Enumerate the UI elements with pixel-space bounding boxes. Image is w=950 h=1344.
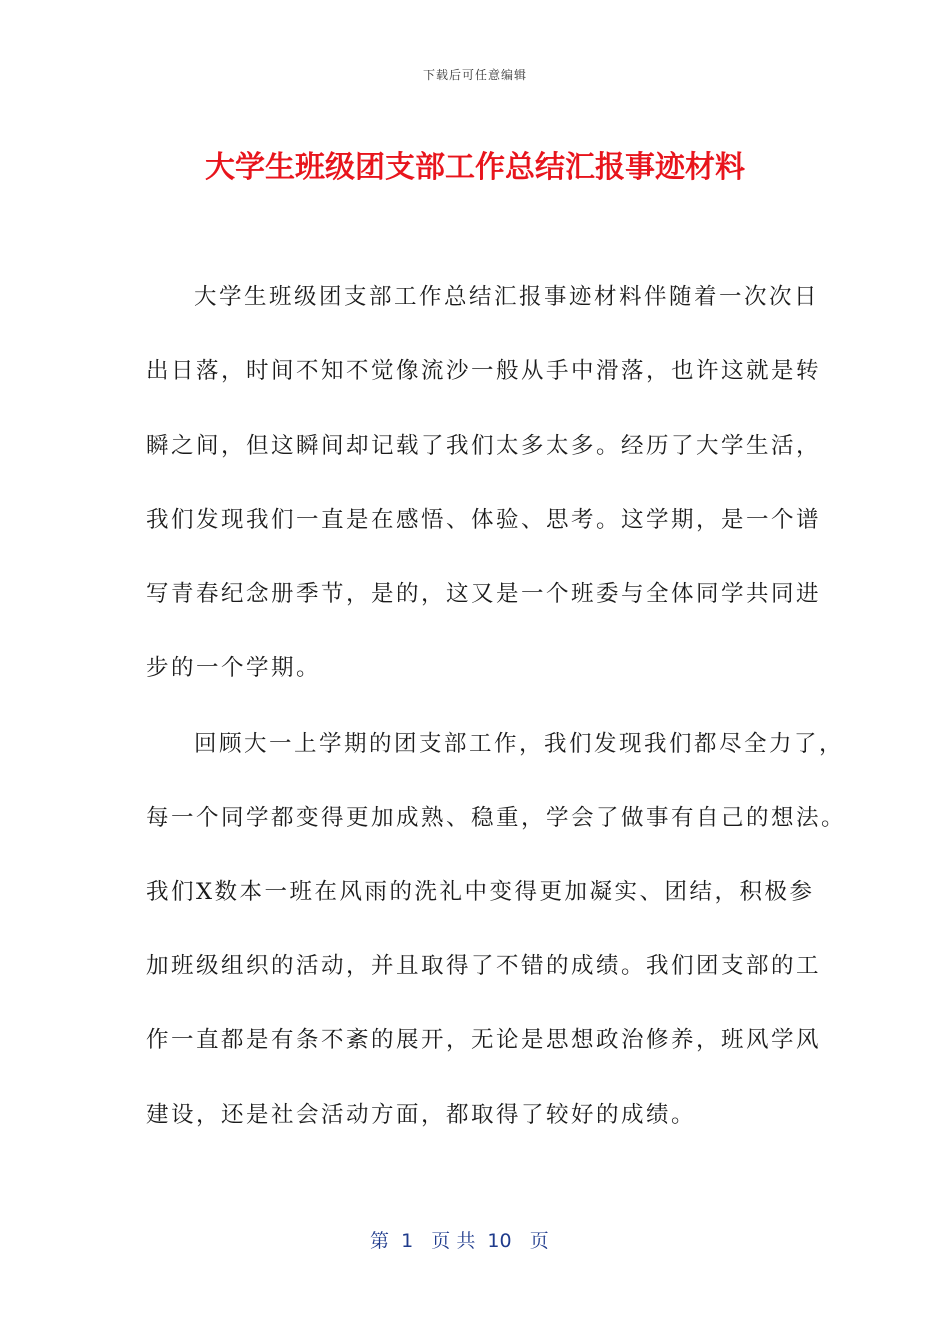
paragraph-line: 出日落，时间不知不觉像流沙一般从手中滑落，也许这就是转 <box>146 358 822 384</box>
paragraph-line: 加班级组织的活动，并且取得了不错的成绩。我们团支部的工 <box>146 953 822 979</box>
paragraph-line: 我们发现我们一直是在感悟、体验、思考。这学期，是一个谱 <box>146 507 822 533</box>
paragraph-line: 步的一个学期。 <box>146 655 322 681</box>
paragraph-line: 写青春纪念册季节，是的，这又是一个班委与全体同学共同进 <box>146 581 822 607</box>
paragraph-line: 我们X数本一班在风雨的洗礼中变得更加凝实、团结，积极参 <box>146 879 815 905</box>
paragraph-line: 瞬之间，但这瞬间却记载了我们太多太多。经历了大学生活， <box>146 433 822 459</box>
page-header-note: 下载后可任意编辑 <box>422 68 527 82</box>
paragraph-line: 回顾大一上学期的团支部工作，我们发现我们都尽全力了， <box>194 731 845 757</box>
document-title: 大学生班级团支部工作总结汇报事迹材料 <box>205 150 745 185</box>
paragraph-line: 每一个同学都变得更加成熟、稳重，学会了做事有自己的想法。 <box>146 805 847 831</box>
page-number-footer: 第 1 页 共 10 页 <box>370 1230 549 1252</box>
paragraph-line: 大学生班级团支部工作总结汇报事迹材料伴随着一次次日 <box>194 284 820 310</box>
paragraph-line: 建设，还是社会活动方面，都取得了较好的成绩。 <box>146 1102 697 1128</box>
paragraph-line: 作一直都是有条不紊的展开，无论是思想政治修养，班风学风 <box>146 1027 822 1053</box>
